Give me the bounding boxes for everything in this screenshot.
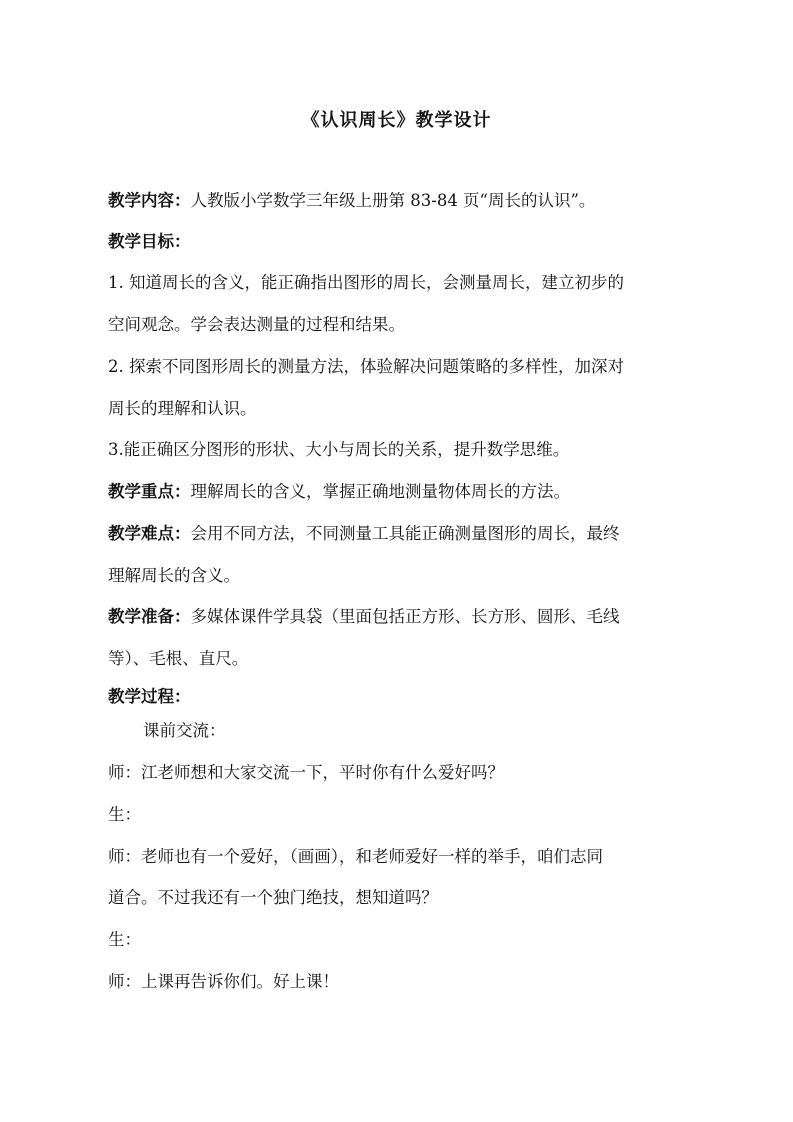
preparation-text-2: 等）、毛根、直尺。 [108, 649, 249, 668]
teaching-content-text: 人教版小学数学三年级上册第 83-84 页“周长的认识”。 [190, 191, 596, 210]
preparation-line [108, 607, 620, 627]
process-label: 教学过程： [108, 687, 191, 706]
goal-3-line-1: 3.能正确区分图形的形状、大小与周长的关系，提升数学思维。 [108, 440, 570, 459]
preparation-text-1: 多媒体课件学具袋（里面包括正方形、长方形、圆形、毛线 [190, 607, 620, 626]
goal-1-line-2: 空间观念。学会表达测量的过程和结果。 [108, 315, 405, 334]
goal-1-line-1: 1. 知道周长的含义，能正确指出图形的周长，会测量周长，建立初步的 [108, 273, 624, 292]
preparation-label: 教学准备： [108, 607, 191, 626]
document-title: 《认识周长》教学设计 [301, 110, 492, 131]
dialogue-line-6: 师：上课再告诉你们。好上课！ [108, 972, 339, 991]
teaching-content-line [108, 191, 595, 211]
key-points-text: 理解周长的含义，掌握正确地测量物体周长的方法。 [190, 482, 570, 501]
key-points-label: 教学重点： [108, 482, 191, 501]
goal-2-line-1: 2. 探索不同图形周长的测量方法，体验解决问题策略的多样性，加深对 [108, 357, 624, 376]
difficulties-text-1: 会用不同方法，不同测量工具能正确测量图形的周长，最终 [190, 524, 620, 543]
teaching-goals-label: 教学目标： [108, 232, 191, 251]
dialogue-line-4: 道合。不过我还有一个独门绝技，想知道吗？ [108, 888, 438, 907]
goal-2-line-2: 周长的理解和认识。 [108, 399, 257, 418]
difficulties-line [108, 524, 620, 544]
dialogue-line-5: 生： [108, 930, 141, 949]
key-points-line [108, 482, 570, 502]
teaching-content-label: 教学内容： [108, 191, 191, 210]
difficulties-text-2: 理解周长的含义。 [108, 566, 240, 585]
dialogue-line-2: 生： [108, 805, 141, 824]
dialogue-line-3: 师：老师也有一个爱好，（画画），和老师爱好一样的举手，咱们志同 [108, 847, 603, 866]
dialogue-line-1: 师：江老师想和大家交流一下，平时你有什么爱好吗？ [108, 763, 504, 782]
pre-class-intro: 课前交流： [143, 721, 226, 740]
difficulties-label: 教学难点： [108, 524, 191, 543]
